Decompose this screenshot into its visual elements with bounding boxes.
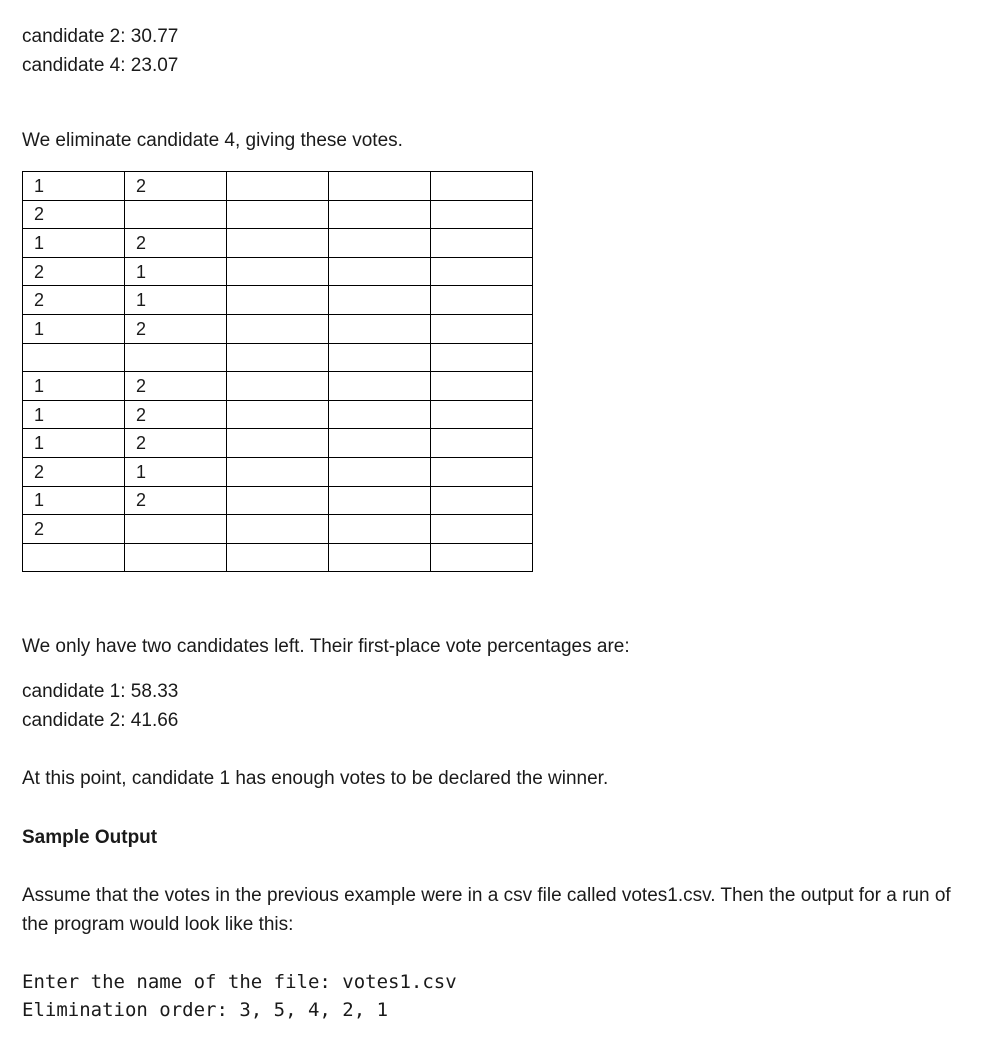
table-cell xyxy=(431,372,533,401)
table-cell: 2 xyxy=(125,229,227,258)
table-cell xyxy=(431,257,533,286)
table-cell xyxy=(329,257,431,286)
table-cell xyxy=(329,543,431,572)
table-cell xyxy=(431,543,533,572)
table-cell xyxy=(431,515,533,544)
table-row xyxy=(23,286,533,315)
table-cell xyxy=(431,314,533,343)
table-row xyxy=(23,400,533,429)
table-cell xyxy=(329,200,431,229)
percentage-line: candidate 4: 23.07 xyxy=(22,55,179,76)
table-cell xyxy=(431,457,533,486)
table-cell xyxy=(431,343,533,372)
table-row xyxy=(23,429,533,458)
table-cell xyxy=(329,486,431,515)
table-cell: 2 xyxy=(125,486,227,515)
sample-output-heading: Sample Output xyxy=(22,827,158,848)
percentage-line: candidate 1: 58.33 xyxy=(22,681,179,702)
table-cell xyxy=(431,229,533,258)
table-cell: 2 xyxy=(23,457,125,486)
table-cell xyxy=(329,286,431,315)
table-cell xyxy=(329,372,431,401)
table-cell xyxy=(227,400,329,429)
table-cell: 2 xyxy=(125,429,227,458)
table-cell xyxy=(227,257,329,286)
table-cell xyxy=(329,314,431,343)
table-cell: 1 xyxy=(23,314,125,343)
table-cell: 1 xyxy=(23,229,125,258)
table-cell xyxy=(227,372,329,401)
two-left-paragraph: We only have two candidates left. Their first-place vote percentages are: xyxy=(22,636,630,657)
assume-paragraph: Assume that the votes in the previous example were in a csv file called votes1.csv. Then the output for a run of the program would look like this: xyxy=(22,885,951,935)
table-row xyxy=(23,543,533,572)
table-cell xyxy=(431,486,533,515)
table-cell xyxy=(227,172,329,201)
table-row xyxy=(23,343,533,372)
table-cell xyxy=(227,286,329,315)
table-cell: 1 xyxy=(23,372,125,401)
percentage-line: candidate 2: 41.66 xyxy=(22,710,179,731)
table-cell xyxy=(227,229,329,258)
table-cell: 1 xyxy=(23,400,125,429)
table-cell xyxy=(125,543,227,572)
table-cell xyxy=(23,543,125,572)
table-cell xyxy=(329,172,431,201)
table-cell xyxy=(227,200,329,229)
table-cell: 2 xyxy=(23,257,125,286)
table-cell xyxy=(227,429,329,458)
percentage-line: candidate 2: 30.77 xyxy=(22,26,179,47)
table-cell xyxy=(125,343,227,372)
table-cell xyxy=(125,200,227,229)
table-cell xyxy=(431,400,533,429)
table-cell xyxy=(227,457,329,486)
table-cell: 2 xyxy=(125,314,227,343)
table-cell: 1 xyxy=(125,457,227,486)
console-line: Elimination order: 3, 5, 4, 2, 1 xyxy=(22,999,389,1021)
table-cell: 2 xyxy=(125,372,227,401)
table-cell: 2 xyxy=(23,286,125,315)
table-cell: 1 xyxy=(23,486,125,515)
table-row xyxy=(23,486,533,515)
table-cell: 1 xyxy=(23,172,125,201)
votes-table xyxy=(22,171,533,572)
table-row xyxy=(23,314,533,343)
table-cell: 2 xyxy=(23,200,125,229)
votes-table-body xyxy=(23,172,533,572)
table-cell xyxy=(329,457,431,486)
table-cell xyxy=(329,343,431,372)
table-cell xyxy=(431,286,533,315)
table-cell xyxy=(227,343,329,372)
table-cell: 1 xyxy=(125,286,227,315)
table-row xyxy=(23,515,533,544)
table-cell xyxy=(227,486,329,515)
table-cell: 1 xyxy=(23,429,125,458)
table-cell xyxy=(431,200,533,229)
table-cell xyxy=(329,429,431,458)
winner-paragraph: At this point, candidate 1 has enough votes to be declared the winner. xyxy=(22,768,609,789)
table-cell xyxy=(125,515,227,544)
table-cell: 2 xyxy=(125,400,227,429)
console-line: Enter the name of the file: votes1.csv xyxy=(22,971,457,993)
table-row xyxy=(23,372,533,401)
table-row xyxy=(23,457,533,486)
table-row xyxy=(23,172,533,201)
table-cell: 2 xyxy=(125,172,227,201)
table-row xyxy=(23,257,533,286)
table-cell xyxy=(329,515,431,544)
table-cell xyxy=(329,400,431,429)
table-cell xyxy=(431,429,533,458)
table-cell xyxy=(227,314,329,343)
table-cell: 1 xyxy=(125,257,227,286)
table-row xyxy=(23,200,533,229)
table-cell xyxy=(431,172,533,201)
table-cell xyxy=(227,515,329,544)
table-cell xyxy=(329,229,431,258)
table-cell: 2 xyxy=(23,515,125,544)
eliminate-paragraph: We eliminate candidate 4, giving these votes. xyxy=(22,130,403,151)
table-cell xyxy=(227,543,329,572)
table-row xyxy=(23,229,533,258)
table-cell xyxy=(23,343,125,372)
